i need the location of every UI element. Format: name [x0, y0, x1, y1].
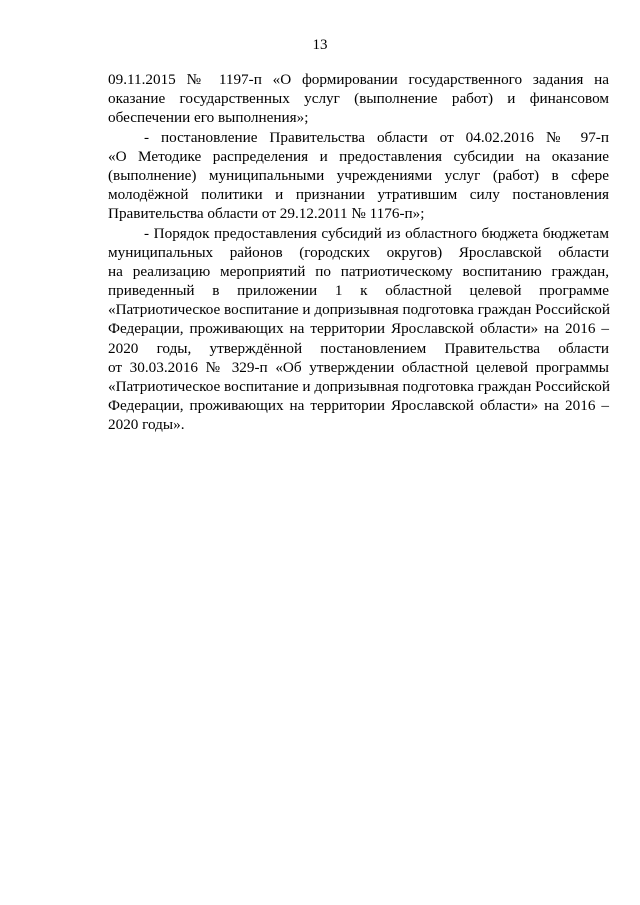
- text-line: от 30.03.2016 № 329-п «Об утверждении областной целевой программы: [108, 358, 609, 376]
- text-line: обеспечении его выполнения»;: [108, 109, 309, 127]
- text-line: (выполнение) муниципальными учреждениями услуг (работ) в сфере: [108, 166, 609, 184]
- paragraph-2: [108, 128, 609, 224]
- paragraph-1: [108, 70, 609, 128]
- text-line: «О Методике распределения и предоставления субсидии на оказание: [108, 147, 609, 165]
- document-body: [108, 70, 609, 435]
- text-line: 2020 годы, утверждённой постановлением Правительства области: [108, 339, 609, 357]
- text-line: - постановление Правительства области от 04.02.2016 № 97-п: [144, 128, 609, 146]
- paragraph-3: [108, 224, 609, 435]
- text-line: «Патриотическое воспитание и допризывная подготовка граждан Российской: [108, 378, 610, 395]
- text-line: 2020 годы».: [108, 416, 185, 434]
- text-line: оказание государственных услуг (выполнение работ) и финансовом: [108, 90, 609, 108]
- text-line: приведенный в приложении 1 к областной целевой программе: [108, 282, 609, 300]
- text-line: Федерации, проживающих на территории Ярославской области» на 2016 –: [108, 320, 609, 338]
- text-line: Федерации, проживающих на территории Ярославской области» на 2016 –: [108, 397, 609, 415]
- text-line: «Патриотическое воспитание и допризывная подготовка граждан Российской: [108, 301, 610, 319]
- text-line: молодёжной политики и признании утратившим силу постановления: [108, 186, 609, 204]
- text-line: на реализацию мероприятий по патриотическому воспитанию граждан,: [108, 262, 609, 280]
- text-line: Правительства области от 29.12.2011 № 1176-п»;: [108, 205, 425, 223]
- page-number: 13: [312, 37, 328, 53]
- text-line: муниципальных районов (городских округов) Ярославской области: [108, 243, 609, 261]
- text-line: 09.11.2015 № 1197-п «О формировании государственного задания на: [108, 71, 609, 88]
- text-line: - Порядок предоставления субсидий из областного бюджета бюджетам: [144, 224, 609, 242]
